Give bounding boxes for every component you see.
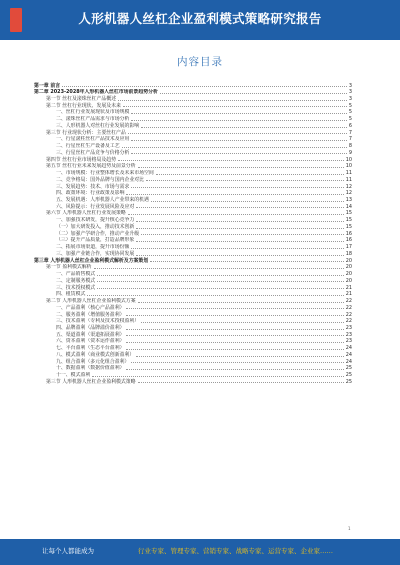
toc-entry-text: 一、行星滚柱丝杠产品技术及应用 — [56, 136, 130, 143]
toc-entry-text: 七、平台盈利（生态平台盈利） — [56, 345, 125, 352]
toc-leader-dots — [126, 349, 343, 350]
toc-leader-dots — [97, 288, 344, 289]
toc-leader-dots — [128, 133, 347, 134]
toc-entry-text: 第二节 人形机器人丝杠企业盈利模式方案 — [46, 298, 136, 305]
toc-entry-page: 15 — [345, 217, 352, 224]
toc-entry-page: 16 — [345, 230, 352, 237]
toc-leader-dots — [126, 342, 343, 343]
toc-leader-dots — [123, 106, 347, 107]
toc-entry[interactable] — [34, 338, 352, 345]
toc-entry-page: 25 — [345, 378, 352, 385]
toc-entry[interactable] — [34, 217, 352, 224]
table-of-contents — [34, 82, 352, 520]
toc-leader-dots — [131, 187, 343, 188]
toc-entry-text: 二、行星丝杠生产设备及工艺 — [56, 143, 120, 150]
toc-entry-text: 第五节 丝杠行业未来发展趋势及前景分析 — [46, 163, 136, 170]
toc-entry-page: 7 — [348, 136, 352, 143]
toc-entry[interactable] — [34, 190, 352, 197]
toc-entry-text: 六、资本盈利（资本运作盈利） — [56, 338, 125, 345]
toc-entry-text: 六、风险提示：行业发展风险及应对 — [56, 203, 135, 210]
toc-entry-page: 9 — [348, 149, 352, 156]
toc-entry-page: 18 — [345, 250, 352, 257]
toc-leader-dots — [136, 207, 344, 208]
toc-leader-dots — [156, 174, 344, 175]
toc-leader-dots — [126, 194, 343, 195]
toc-entry-page: 25 — [345, 372, 352, 379]
toc-leader-dots — [62, 86, 347, 87]
toc-entry-page: 11 — [345, 170, 352, 177]
toc-entry-page: 15 — [345, 210, 352, 217]
toc-entry-page: 24 — [345, 358, 352, 365]
toc-heading: 内容目录 — [177, 56, 223, 68]
toc-entry-text: （三）提升产品质量，打造品牌形象 — [56, 237, 135, 244]
toc-entry-page: 13 — [345, 197, 352, 204]
toc-entry-page: 24 — [345, 351, 352, 358]
toc-entry-text: 第二节 丝杠行业现状、发展及未来 — [46, 102, 121, 109]
toc-entry-page: 10 — [345, 156, 352, 163]
toc-entry-page: 17 — [345, 244, 352, 251]
toc-entry[interactable] — [34, 223, 352, 230]
toc-entry-page: 11 — [345, 176, 352, 183]
toc-leader-dots — [138, 167, 344, 168]
toc-entry-text: 第三节 行业现状分析：主要丝杠产品 — [46, 129, 126, 136]
toc-entry-text: 三、技术授权模式 — [56, 284, 96, 291]
toc-leader-dots — [126, 308, 343, 309]
toc-entry[interactable] — [34, 372, 352, 379]
toc-entry-page: 16 — [345, 237, 352, 244]
toc-leader-dots — [136, 241, 344, 242]
toc-entry-page: 3 — [348, 89, 352, 96]
toc-leader-dots — [97, 275, 344, 276]
toc-entry-page: 22 — [345, 311, 352, 318]
toc-entry[interactable] — [34, 196, 352, 203]
toc-entry-text: 第三节 人形机器人丝杠企业盈利模式策略 — [46, 378, 136, 385]
toc-entry-page: 12 — [345, 190, 352, 197]
toc-entry-page: 20 — [345, 271, 352, 278]
toc-entry-page: 22 — [345, 318, 352, 325]
toc-entry-page: 3 — [348, 82, 352, 89]
toc-leader-dots — [94, 268, 344, 269]
toc-entry-text: 一、市场规模：行业整体增长及未来市场空间 — [56, 170, 154, 177]
toc-entry-page: 7 — [348, 129, 352, 136]
toc-entry-text: 二、定制服务模式 — [56, 277, 96, 284]
toc-entry[interactable] — [34, 149, 352, 156]
toc-entry[interactable] — [34, 284, 352, 291]
toc-entry-text: 二、服务盈利（增值服务盈利） — [56, 311, 125, 318]
toc-entry-text: 第四节 丝杠行业市场格局及趋势 — [46, 156, 117, 163]
toc-entry-text: 三、加强产业链合作，实现协同发展 — [56, 250, 135, 257]
toc-entry-page: 23 — [345, 338, 352, 345]
toc-entry-text: 三、发展趋势：技术、市场与需求 — [56, 183, 130, 190]
toc-entry-text: 三、行星丝杠产品竞争与价格分析 — [56, 149, 130, 156]
toc-leader-dots — [87, 295, 343, 296]
report-title: 人形机器人丝杠企业盈利模式策略研究报告 — [78, 11, 322, 26]
toc-entry[interactable] — [34, 82, 352, 89]
toc-entry[interactable] — [34, 257, 352, 264]
toc-entry-text: 一、产品销售模式 — [56, 271, 96, 278]
toc-entry-text: 一、丝杠行业发展现状及市场规模 — [56, 109, 130, 116]
toc-leader-dots — [131, 153, 347, 154]
toc-entry-text: 四、品牌盈利（品牌溢价盈利） — [56, 324, 125, 331]
toc-entry[interactable] — [34, 129, 352, 136]
toc-entry[interactable] — [34, 109, 352, 116]
toc-entry-page: 24 — [345, 345, 352, 352]
toc-entry[interactable] — [34, 264, 352, 271]
toc-leader-dots — [128, 214, 344, 215]
toc-entry-text: 第六节 人形机器人丝杠行业发展策略 — [46, 210, 126, 217]
toc-entry[interactable] — [34, 358, 352, 365]
toc-entry[interactable] — [34, 237, 352, 244]
toc-entry[interactable] — [34, 311, 352, 318]
toc-entry-page: 10 — [345, 163, 352, 170]
toc-leader-dots — [131, 120, 347, 121]
toc-entry-page: 14 — [345, 203, 352, 210]
toc-entry[interactable] — [34, 156, 352, 163]
toc-entry-page: 21 — [345, 291, 352, 298]
toc-entry-text: 第三章 人形机器人丝杠企业盈利模式解析及方案策划 — [34, 257, 149, 264]
footer-slogan: 让每个人都能成为 — [42, 547, 94, 555]
toc-entry-page: 20 — [345, 257, 352, 264]
toc-entry[interactable] — [34, 122, 352, 129]
toc-leader-dots — [118, 100, 347, 101]
toc-entry-page: 5 — [348, 102, 352, 109]
toc-entry[interactable] — [34, 136, 352, 143]
toc-leader-dots — [136, 356, 344, 357]
toc-leader-dots — [92, 376, 344, 377]
page-number: 1 — [348, 526, 351, 531]
toc-leader-dots — [141, 127, 347, 128]
toc-entry-text: 三、人形机器人对丝杠行业发展的影响 — [56, 122, 140, 129]
toc-leader-dots — [138, 382, 344, 383]
toc-leader-dots — [136, 228, 344, 229]
toc-entry[interactable] — [34, 277, 352, 284]
toc-entry-text: 四、政策环境：行业政策及影响 — [56, 190, 125, 197]
toc-entry-text: 五、渠道盈利（渠道拓展盈利） — [56, 331, 125, 338]
toc-leader-dots — [126, 315, 343, 316]
toc-entry[interactable] — [34, 365, 352, 372]
toc-entry-page: 23 — [345, 331, 352, 338]
toc-entry-text: 二、滚珠丝杠产品需求与市场分析 — [56, 116, 130, 123]
toc-entry-page: 22 — [345, 304, 352, 311]
toc-leader-dots — [97, 281, 344, 282]
toc-entry-text: （二）加强产学研合作，推动产业升级 — [56, 230, 140, 237]
toc-entry-page: 22 — [345, 298, 352, 305]
toc-entry-page: 25 — [345, 365, 352, 372]
toc-entry[interactable] — [34, 244, 352, 251]
toc-leader-dots — [151, 201, 344, 202]
toc-entry[interactable] — [34, 291, 352, 298]
toc-entry[interactable] — [34, 176, 352, 183]
toc-entry-text: 二、拓展市场渠道，提升市场份额 — [56, 244, 130, 251]
toc-entry-page: 8 — [348, 143, 352, 150]
toc-entry[interactable] — [34, 304, 352, 311]
toc-entry-text: 二、竞争格局：国外品牌与国内企业对比 — [56, 176, 145, 183]
toc-leader-dots — [160, 93, 347, 94]
toc-entry[interactable] — [34, 298, 352, 305]
toc-leader-dots — [118, 160, 344, 161]
toc-entry[interactable] — [34, 318, 352, 325]
toc-entry-page: 3 — [348, 96, 352, 102]
toc-entry[interactable] — [34, 102, 352, 109]
toc-entry[interactable] — [34, 271, 352, 278]
footer-roles: 行业专家、管理专家、营销专家、战略专家、运营专家、企业家…… — [138, 547, 333, 555]
toc-entry-page: 23 — [345, 324, 352, 331]
toc-leader-dots — [131, 362, 343, 363]
toc-entry[interactable] — [34, 351, 352, 358]
toc-leader-dots — [138, 302, 344, 303]
toc-leader-dots — [131, 113, 347, 114]
footer-bar — [0, 539, 400, 565]
toc-leader-dots — [131, 140, 347, 141]
toc-entry-text: 第一节 盈利模式解析 — [46, 264, 92, 271]
toc-leader-dots — [126, 369, 343, 370]
toc-entry-page: 21 — [345, 284, 352, 291]
toc-leader-dots — [146, 180, 344, 181]
toc-entry[interactable] — [34, 230, 352, 237]
toc-entry[interactable] — [34, 116, 352, 123]
toc-entry[interactable] — [34, 143, 352, 150]
toc-entry-page: 20 — [345, 277, 352, 284]
toc-entry-text: 九、组合盈利（多元化组合盈利） — [56, 358, 130, 365]
toc-leader-dots — [136, 221, 344, 222]
toc-leader-dots — [126, 335, 343, 336]
toc-leader-dots — [131, 248, 343, 249]
toc-entry-text: 三、技术盈利（专利及技术授权盈利） — [56, 318, 140, 325]
toc-entry-page: 6 — [348, 122, 352, 129]
toc-entry-text: 一、产品盈利（核心产品盈利） — [56, 304, 125, 311]
toc-entry-page: 20 — [345, 264, 352, 271]
toc-leader-dots — [141, 322, 344, 323]
toc-entry[interactable] — [34, 163, 352, 170]
toc-leader-dots — [122, 147, 347, 148]
toc-entry[interactable] — [34, 210, 352, 217]
toc-entry-page: 5 — [348, 116, 352, 123]
toc-entry-page: 12 — [345, 183, 352, 190]
toc-entry[interactable] — [34, 378, 352, 385]
toc-entry-text: 第二章 2023-2028年人形机器人丝杠市场前景趋势分析 — [34, 89, 158, 96]
toc-leader-dots — [150, 261, 344, 262]
toc-entry[interactable] — [34, 95, 352, 102]
toc-leader-dots — [141, 234, 344, 235]
toc-entry-text: 第一节 丝杠及滚珠丝杠产品概述 — [46, 96, 117, 102]
toc-entry[interactable] — [34, 170, 352, 177]
toc-entry[interactable] — [34, 250, 352, 257]
toc-entry-text: 八、模式盈利（商业模式创新盈利） — [56, 351, 135, 358]
toc-leader-dots — [136, 255, 344, 256]
toc-entry[interactable] — [34, 331, 352, 338]
report-header-bar — [0, 0, 400, 40]
toc-entry[interactable] — [34, 203, 352, 210]
toc-entry-text: 五、发展机遇：人形机器人产业带来的机遇 — [56, 197, 149, 204]
toc-entry-text: 四、租赁模式 — [56, 291, 86, 298]
toc-entry[interactable] — [34, 183, 352, 190]
toc-entry[interactable] — [34, 345, 352, 352]
toc-entry-text: 第一章 前言 — [34, 82, 61, 89]
toc-entry-text: （一）加大研发投入，推动技术创新 — [56, 223, 135, 230]
toc-leader-dots — [126, 329, 343, 330]
toc-entry-text: 一、加强技术研发，提升核心竞争力 — [56, 217, 135, 224]
toc-entry-text: 十、数据盈利（数据价值盈利） — [56, 365, 125, 372]
toc-entry-page: 5 — [348, 109, 352, 116]
toc-entry[interactable] — [34, 324, 352, 331]
toc-entry-text: 十一、模式盈利 — [56, 372, 91, 379]
toc-entry[interactable] — [34, 89, 352, 96]
toc-entry-page: 15 — [345, 223, 352, 230]
